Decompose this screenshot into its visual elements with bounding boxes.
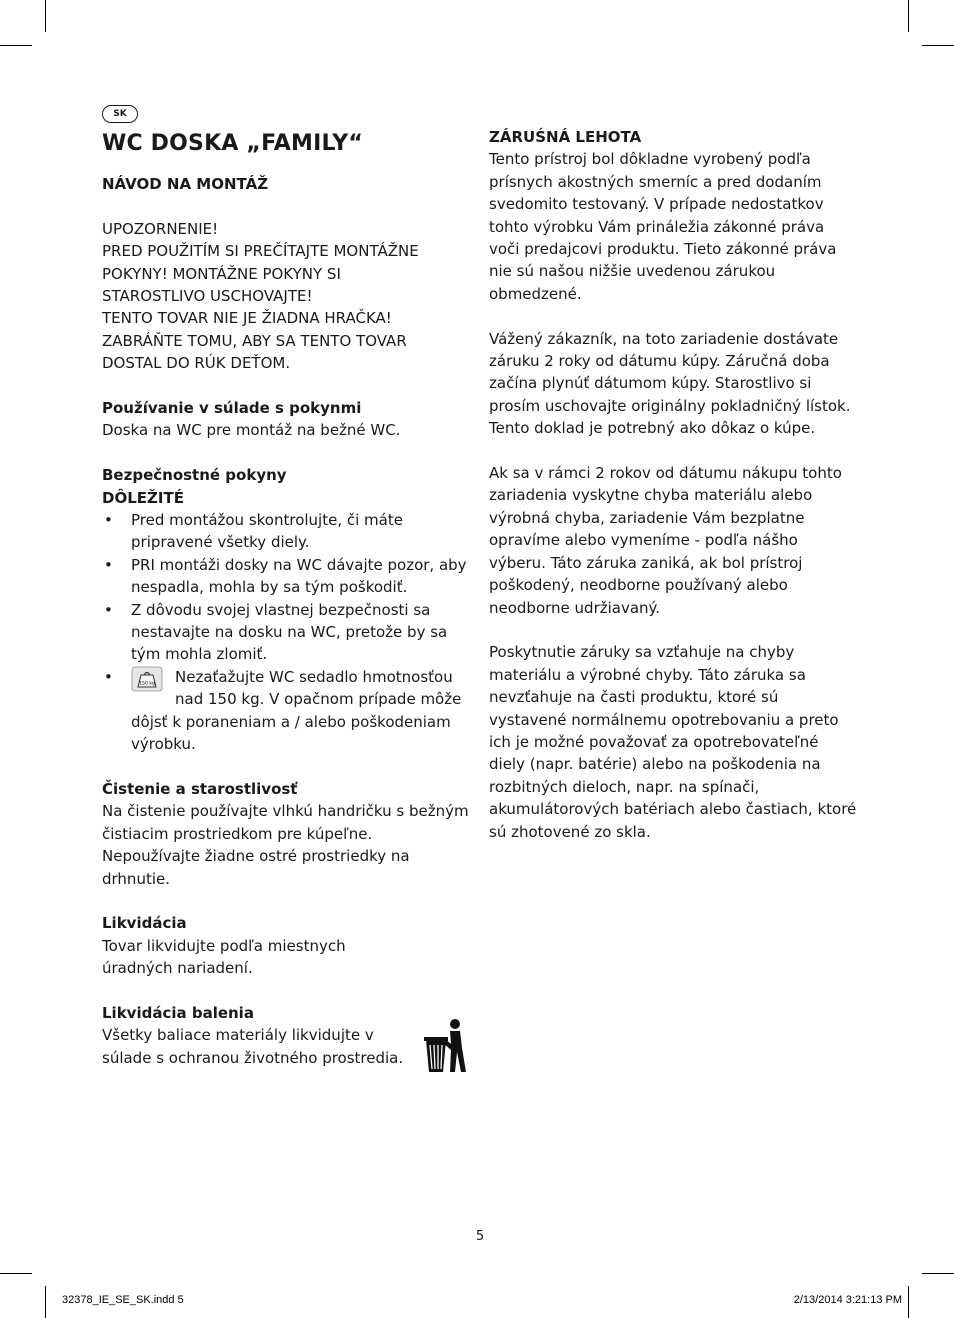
list-item-text: Z dôvodu svojej vlastnej bezpečnosti sa nestavajte na dosku na WC, pretože by sa tým mohla zlomiť. [131,600,448,664]
disposal-heading: Likvidácia [102,914,187,933]
bullet: • [104,600,113,619]
left-column [102,100,470,1069]
list-item [102,666,470,756]
crop-mark [45,0,46,32]
slug-file: 32378_IE_SE_SK.indd 5 [62,1294,184,1306]
crop-mark [0,1273,32,1274]
notice-line: ZABRÁŇTE TOMU, ABY SA TENTO TOVAR [102,331,407,350]
crop-mark [45,1286,46,1318]
cleaning-heading: Čistenie a starostlivosť [102,779,298,798]
list-item-text: PRI montáži dosky na WC dávajte pozor, aby nespadla, mohla by sa tým poškodiť. [131,555,467,597]
weight-icon-label: 150 kg [139,681,155,687]
weight-warning-line2: nad 150 kg. V opačnom prípade môže [175,690,462,709]
bullet: • [104,667,113,686]
recycle-bin-icon [420,1018,468,1074]
right-column [489,126,859,843]
warranty-heading: ZÁRUŚNÁ LEHOTA [489,128,642,146]
intended-use-heading: Používanie v súlade s pokynmi [102,399,362,418]
warranty-paragraph: Ak sa v rámci 2 rokov od dátumu nákupu tohto zariadenia vyskytne chyba materiálu alebo výrobná chyba, zariadenie Vám bezplatne opravíme alebo vymeníme - podľa nášho výberu. Táto záruka zaniká, ak bol prístroj poškodený, neodborne používaný alebo neodborne udržiavaný. [489,464,842,617]
assembly-heading: NÁVOD NA MONTÁŽ [102,175,269,193]
weight-warning-line1: Nezaťažujte WC sedadlo hmotnosťou [175,667,453,686]
warning-notice [102,218,470,375]
weight-warning [131,666,470,756]
crop-mark [0,45,32,46]
notice-line: TENTO TOVAR NIE JE ŽIADNA HRAČKA! [102,309,392,328]
warranty-paragraph: Poskytnutie záruky sa vzťahuje na chyby materiálu a výrobné chyby. Táto záruka sa nevzťahuje na časti produktu, ktoré sú vystavené normálnemu opotrebovaniu a preto ich je možné považovať za opotrebovateľné diely (napr. batérie) alebo na poškodenia na rozbitných dieloch, napr. na spínači, akumulátorových batériach alebo častiach, ktoré sú zhotovené zo skla. [489,643,857,841]
list-item [102,599,470,666]
crop-mark [908,0,909,32]
crop-mark [922,1273,954,1274]
notice-line: POKYNY! MONTÁŽNE POKYNY SI [102,264,341,283]
language-badge: SK [102,105,138,123]
packaging-disposal-heading: Likvidácia balenia [102,1003,254,1022]
warranty-paragraph: Tento prístroj bol dôkladne vyrobený podľa prísnych akostných smerníc a pred dodaním svedomito testovaný. V prípade nedostatkov tohto výrobku Vám prináležia zákonné práva voči predajcovi produktu. Tieto zákonné práva nie sú našou nižšie uvedenou zárukou obmedzené. [489,150,837,303]
list-item [102,554,470,599]
bullet: • [104,511,113,530]
notice-line: STAROSTLIVO USCHOVAJTE! [102,287,313,306]
crop-mark [922,45,954,46]
intended-use-text: Doska na WC pre montáž na bežné WC. [102,421,401,440]
safety-subheading: DÔLEŽITÉ [102,488,184,507]
disposal-text: Tovar likvidujte podľa miestnych úradných nariadení. [102,936,346,978]
list-item [102,509,470,554]
notice-line: PRED POUŽITÍM SI PREČÍTAJTE MONTÁŽNE [102,242,419,261]
weight-150kg-icon [131,666,163,692]
bullet: • [104,555,113,574]
packaging-disposal [102,1024,470,1069]
packaging-disposal-text: Všetky baliace materiály likvidujte v súlade s ochranou životného prostredia. [102,1026,404,1067]
notice-line: DOSTAL DO RÚK DEŤOM. [102,354,291,373]
page-title: WC DOSKA „FAMILY“ [102,131,364,156]
crop-mark [908,1286,909,1318]
safety-heading: Bezpečnostné pokyny [102,466,287,485]
weight-warning-rest: dôjsť k poraneniam a / alebo poškodeniam výrobku. [131,712,451,754]
safety-list [102,509,470,755]
slug-datetime: 2/13/2014 3:21:13 PM [793,1294,902,1306]
cleaning-text: Na čistenie používajte vlhkú handričku s bežným čistiacim prostriedkom pre kúpeľne. Nepoužívajte žiadne ostré prostriedky na drhnutie. [102,802,469,888]
notice-line: UPOZORNENIE! [102,219,219,238]
page-number: 5 [475,1229,485,1244]
list-item-text: Pred montážou skontrolujte, či máte pripravené všetky diely. [131,511,403,552]
warranty-paragraph: Vážený zákazník, na toto zariadenie dostávate záruku 2 roky od dátumu kúpy. Záručná doba začína plynúť dátumom kúpy. Starostlivo si prosím uschovajte originálny pokladničný lístok. Tento doklad je potrebný ako dôkaz o kúpe. [489,329,851,438]
